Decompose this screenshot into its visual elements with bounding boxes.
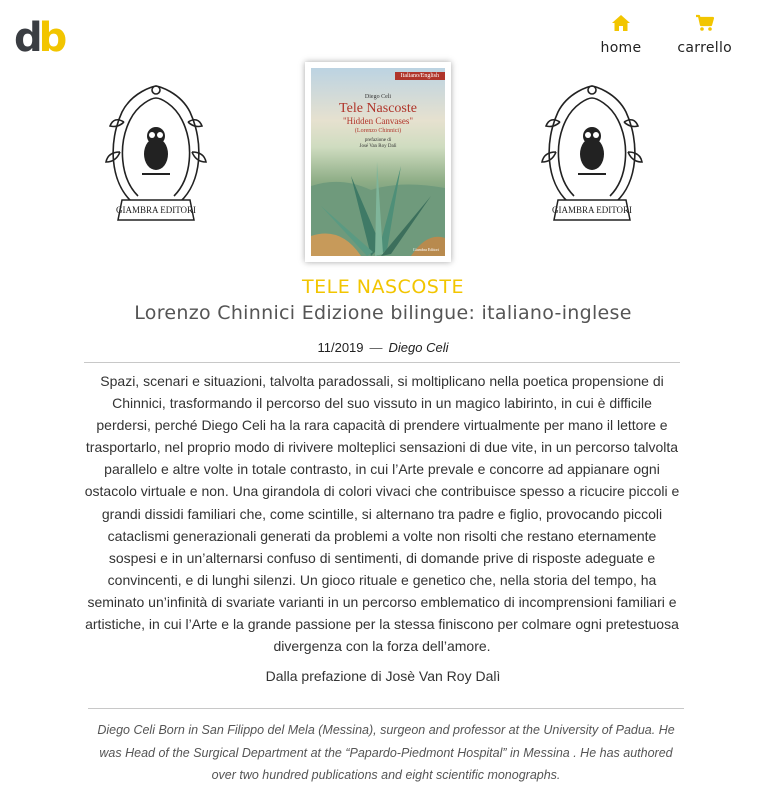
nav-home-label: home	[600, 40, 642, 56]
author-bio: Diego Celi Born in San Filippo del Mela (Messina), surgeon and professor at the University of Padua. He was Head of the Surgical Department at the “Papardo-Piedmont Hospital” in Messina . He has authored over two hundred publications and eight scientific monographs.	[97, 723, 675, 782]
cover-preface	[311, 138, 445, 150]
cart-icon	[695, 14, 715, 32]
book-subtitle: Lorenzo Chinnici Edizione bilingue: italiano-inglese	[134, 302, 632, 324]
book-author[interactable]: Diego Celi	[388, 340, 449, 355]
cover-painter: (Lorenzo Chinnici)	[354, 128, 402, 134]
cover-title: Tele Nascoste	[339, 101, 417, 116]
cover-preface-line1: prefazione di	[364, 138, 392, 143]
publish-date: 11/2019	[317, 340, 364, 355]
book-title: TELE NASCOSTE	[302, 276, 464, 298]
cover-author: Diego Celi	[364, 94, 392, 100]
meta-separator: —	[369, 340, 383, 355]
nav-home[interactable]	[601, 14, 642, 56]
cover-language-badge: Italiano/English	[395, 72, 445, 80]
divider-top	[84, 362, 680, 363]
cover-subtitle: "Hidden Canvases"	[342, 116, 414, 126]
book-meta	[0, 340, 766, 355]
seal-right-text: GIAMBRA EDITORI	[551, 205, 633, 215]
publisher-seal-left	[102, 82, 210, 230]
book-cover[interactable]	[305, 62, 451, 262]
agave-illustration	[311, 146, 445, 256]
preface-source: Dalla prefazione di Josè Van Roy Dalì	[265, 668, 501, 684]
publisher-seal-right	[538, 82, 646, 230]
site-logo[interactable]	[14, 15, 70, 62]
cover-publisher: Giambra Editori	[412, 247, 439, 252]
nav-cart-label: carrello	[677, 40, 732, 56]
seal-left-text: GIAMBRA EDITORI	[115, 205, 197, 215]
cover-preface-line2: José Van Roy Dalì	[359, 144, 397, 149]
nav-cart[interactable]	[677, 14, 732, 56]
book-description: Spazi, scenari e situazioni, talvolta paradossali, si moltiplicano nella poetica propensione di Chinnici, trasformando il percorso del suo vissuto in un magico labirinto, in cui è difficile perdersi, perché Diego Celi ha la rara capacità di prendere virtualmente per mano il lettore e trasportarlo, nel proprio modo di rivivere molteplici sensazioni di due vite, in un percorso talvolta parallelo e altre volte in totale contrasto, in cui l’Arte prevale e concorre ad appianare ogni ostacolo virtuale e non. Una girandola di colori vivaci che contribuisce spesso a ricucire piccoli e grandi dissidi familiari che, come scintille, si alternano tra padre e figlio, provocando piccoli cataclismi generazionali generati da problemi a volte non risolti che restano eternamente sospesi e in un’alternarsi confuso di sentimenti, di domande prive di risposte adeguate e convincenti, e di lunghi silenzi. Un gioco rituale e genetico che, nella storia del tempo, ha seminato un’infinità di svariate varianti in un percorso emblematico di incomprensioni familiari e artistiche, in cui l’Arte e la grande passione per la stessa finiscono per colmare ogni pretestuosa divergenza con la forza dell’amore.	[84, 373, 680, 655]
divider-bottom	[88, 708, 684, 709]
home-icon	[611, 14, 631, 32]
logo-letter-b: b	[38, 15, 68, 61]
top-nav	[601, 14, 732, 56]
book-cover-art	[311, 68, 445, 256]
logo-letter-d: d	[14, 15, 43, 61]
